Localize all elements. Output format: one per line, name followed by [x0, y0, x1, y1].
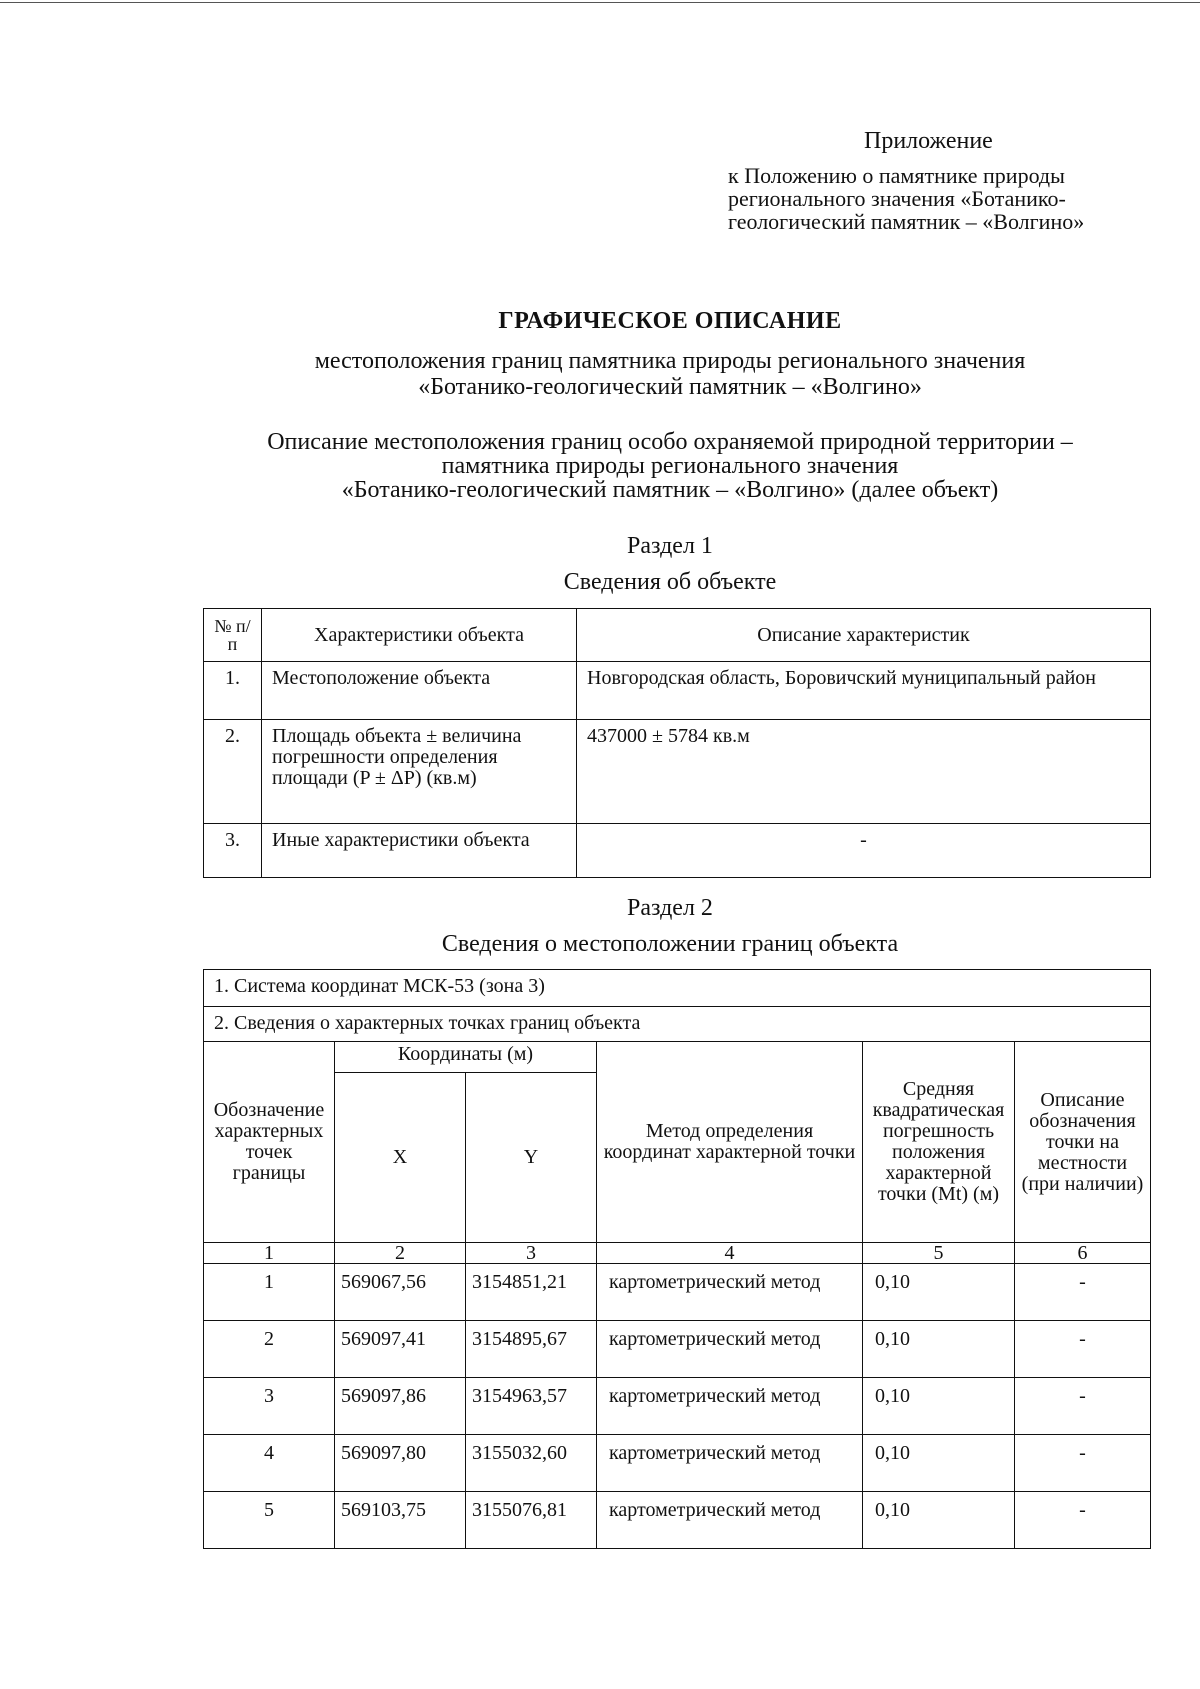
column-number-row [204, 1243, 1151, 1264]
table-row [204, 1435, 1151, 1492]
point-number: 1 [204, 1264, 335, 1321]
row-number: 1. [204, 662, 262, 720]
coord-x: 569067,56 [335, 1264, 466, 1321]
description-line: Описание местоположения границ особо охраняемой природной территории – [267, 429, 1073, 455]
point-description: - [1015, 1264, 1151, 1321]
points-title: 2. Сведения о характерных точках границ объекта [204, 1007, 1151, 1042]
coord-y: 3155076,81 [466, 1492, 597, 1549]
method: картометрический метод [597, 1378, 863, 1435]
accuracy: 0,10 [863, 1321, 1015, 1378]
section1-title: Сведения об объекте [563, 569, 777, 595]
table-row [204, 1264, 1151, 1321]
header-designation: Обозначение характерных точек границы [204, 1042, 335, 1243]
column-number: 4 [597, 1243, 863, 1264]
appendix-line: регионального значения «Ботанико- [728, 186, 1066, 211]
appendix-line: геологический памятник – «Волгино» [728, 209, 1085, 234]
section1-label: Раздел 1 [627, 533, 713, 559]
column-number: 6 [1015, 1243, 1151, 1264]
point-description: - [1015, 1492, 1151, 1549]
subtitle-line: «Ботанико-геологический памятник – «Волгино» [418, 374, 922, 400]
header-accuracy: Средняя квадратическая погрешность положения характерной точки (Mt) (м) [863, 1042, 1015, 1243]
coord-x: 569097,86 [335, 1378, 466, 1435]
section2-heading [130, 890, 1200, 962]
table-row [204, 1492, 1151, 1549]
subtitle-line: местоположения границ памятника природы регионального значения [314, 348, 1026, 374]
coord-y: 3154963,57 [466, 1378, 597, 1435]
coord-x: 569097,80 [335, 1435, 466, 1492]
header-x: X [335, 1073, 466, 1243]
table-header-row [204, 609, 1151, 662]
section1-heading [130, 528, 1200, 600]
method: картометрический метод [597, 1492, 863, 1549]
coord-x: 569103,75 [335, 1492, 466, 1549]
point-number: 4 [204, 1435, 335, 1492]
table-row [204, 662, 1151, 720]
column-number: 3 [466, 1243, 597, 1264]
appendix-line: к Положению о памятнике природы [728, 163, 1065, 188]
row-value: - [577, 824, 1151, 878]
method: картометрический метод [597, 1321, 863, 1378]
scan-top-edge [0, 2, 1200, 3]
accuracy: 0,10 [863, 1492, 1015, 1549]
document-subtitle [130, 348, 1200, 400]
accuracy: 0,10 [863, 1264, 1015, 1321]
section2-title: Сведения о местоположении границ объекта [441, 931, 899, 957]
table-row [204, 720, 1151, 824]
column-number: 5 [863, 1243, 1015, 1264]
coord-y: 3154895,67 [466, 1321, 597, 1378]
method: картометрический метод [597, 1435, 863, 1492]
row-value: 437000 ± 5784 кв.м [577, 720, 1151, 824]
coord-y: 3154851,21 [466, 1264, 597, 1321]
point-number: 5 [204, 1492, 335, 1549]
row-characteristic: Иные характеристики объекта [262, 824, 577, 878]
point-number: 3 [204, 1378, 335, 1435]
header-coordinates: Координаты (м) [335, 1042, 597, 1073]
appendix-reference [728, 164, 1168, 233]
header-method: Метод определения координат характерной точки [597, 1042, 863, 1243]
header-y: Y [466, 1073, 597, 1243]
point-description: - [1015, 1321, 1151, 1378]
column-number: 1 [204, 1243, 335, 1264]
table-row [204, 1378, 1151, 1435]
coord-x: 569097,41 [335, 1321, 466, 1378]
row-value: Новгородская область, Боровичский муниципальный район [577, 662, 1151, 720]
row-characteristic: Местоположение объекта [262, 662, 577, 720]
boundary-points-table [203, 969, 1151, 1549]
appendix-block [728, 126, 1168, 233]
point-description: - [1015, 1435, 1151, 1492]
coord-y: 3155032,60 [466, 1435, 597, 1492]
row-number: 3. [204, 824, 262, 878]
appendix-heading: Приложение [864, 128, 993, 154]
header-row [204, 1042, 1151, 1073]
object-info-table [203, 608, 1151, 878]
coord-system-row [204, 970, 1151, 1007]
column-number: 2 [335, 1243, 466, 1264]
point-number: 2 [204, 1321, 335, 1378]
point-description: - [1015, 1378, 1151, 1435]
table-row [204, 1321, 1151, 1378]
header-description: Описание характеристик [577, 609, 1151, 662]
section2-label: Раздел 2 [627, 895, 713, 921]
row-characteristic: Площадь объекта ± величина погрешности определения площади (P ± ΔP) (кв.м) [262, 720, 577, 824]
coord-system: 1. Система координат МСК-53 (зона 3) [204, 970, 1151, 1007]
method: картометрический метод [597, 1264, 863, 1321]
header-point-description: Описание обозначения точки на местности (при наличии) [1015, 1042, 1151, 1243]
points-title-row [204, 1007, 1151, 1042]
accuracy: 0,10 [863, 1435, 1015, 1492]
accuracy: 0,10 [863, 1378, 1015, 1435]
header-characteristics: Характеристики объекта [262, 609, 577, 662]
description-line: памятника природы регионального значения [441, 453, 899, 479]
header-number: № п/п [204, 609, 262, 662]
row-number: 2. [204, 720, 262, 824]
object-description [130, 430, 1200, 502]
table-row [204, 824, 1151, 878]
document-title: ГРАФИЧЕСКОЕ ОПИСАНИЕ [498, 308, 842, 334]
description-line: «Ботанико-геологический памятник – «Волгино» (далее объект) [341, 477, 999, 503]
